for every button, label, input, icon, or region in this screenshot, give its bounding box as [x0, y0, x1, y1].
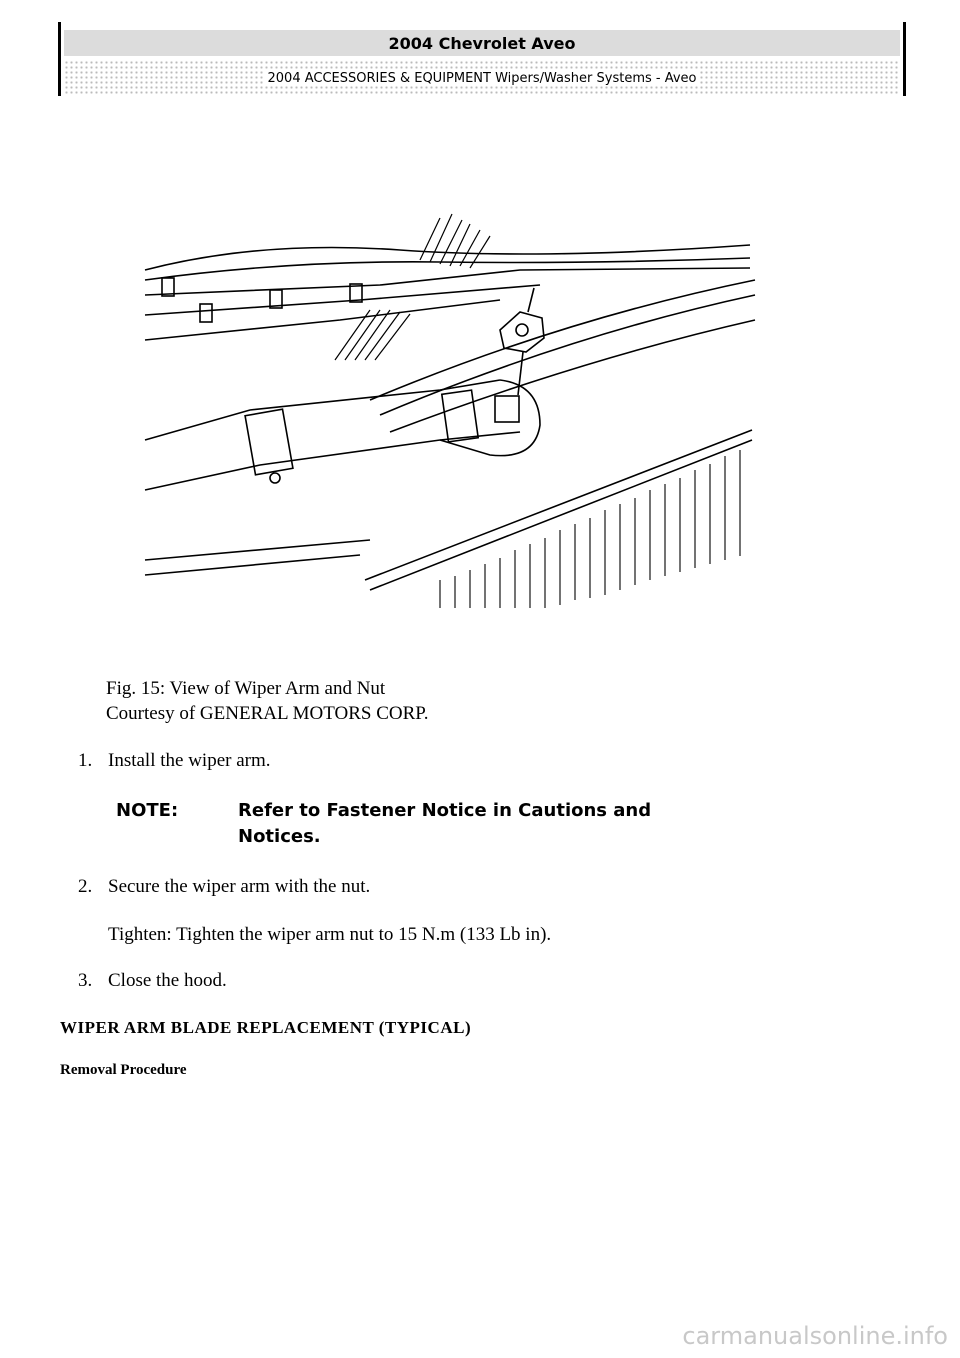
- note-text: Refer to Fastener Notice in Cautions and Notices.: [238, 800, 652, 847]
- step-number: 3.: [78, 970, 93, 991]
- figure-caption-title: Fig. 15: View of Wiper Arm and Nut: [106, 678, 386, 699]
- document-subtitle: 2004 ACCESSORIES & EQUIPMENT Wipers/Washer Systems - Aveo: [264, 71, 701, 86]
- document-subtitle-bar: [64, 60, 900, 96]
- step-2: [78, 876, 370, 898]
- step-3: [78, 970, 227, 992]
- watermark: carmanualsonline.info: [682, 1322, 948, 1350]
- step-number: 1.: [78, 750, 93, 771]
- document-title: 2004 Chevrolet Aveo: [64, 30, 900, 58]
- page-header: [58, 22, 906, 96]
- section-heading: WIPER ARM BLADE REPLACEMENT (TYPICAL): [60, 1018, 472, 1037]
- header-right-rule: [903, 22, 906, 96]
- step-text: Secure the wiper arm with the nut.: [108, 876, 371, 897]
- step-1: [78, 750, 271, 772]
- note-label: NOTE:: [116, 800, 179, 821]
- wiper-arm-nut-illustration: [140, 200, 760, 610]
- figure-caption: [106, 676, 429, 726]
- figure-caption-credit: Courtesy of GENERAL MOTORS CORP.: [106, 703, 429, 724]
- step-text: Close the hood.: [108, 970, 227, 991]
- header-left-rule: [58, 22, 61, 96]
- step-number: 2.: [78, 876, 93, 897]
- step-text: Install the wiper arm.: [108, 750, 271, 771]
- tighten-spec: Tighten: Tighten the wiper arm nut to 15 N.m (133 Lb in).: [108, 924, 552, 945]
- procedure-subheading: Removal Procedure: [60, 1062, 187, 1078]
